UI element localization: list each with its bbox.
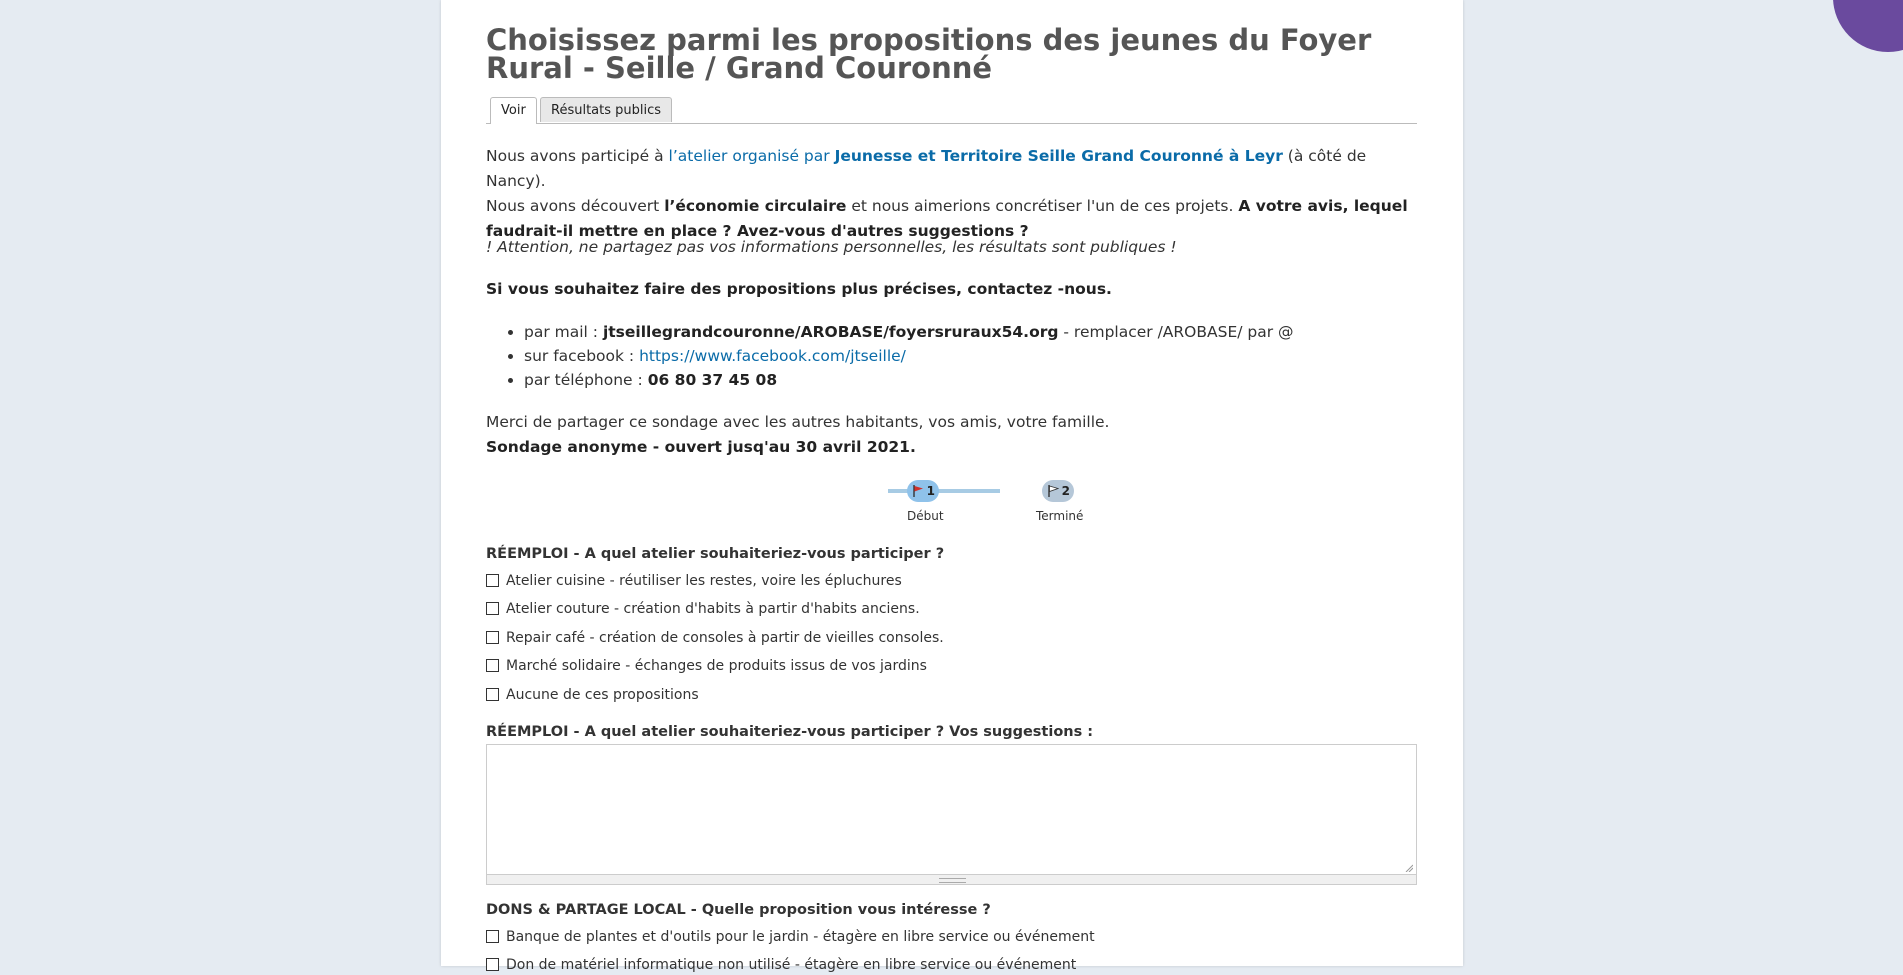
question-2-title: DONS & PARTAGE LOCAL - Quelle proposition vous intéresse ? [486,902,991,918]
flag-icon [913,485,924,497]
intro-text-post: (à côté de Nancy). [486,147,1367,190]
progress-bar [486,478,1417,528]
page-title: Choisissez parmi les propositions des jeunes du Foyer Rural - Seille / Grand Couronné [486,23,1372,85]
atelier-link-bold: Jeunesse et Territoire Seille Grand Couronné à Leyr [834,147,1283,165]
option-label: Atelier cuisine - réutiliser les restes, voire les épluchures [506,573,902,589]
step-2-label: Terminé [1036,509,1084,523]
contact-heading: Si vous souhaitez faire des propositions plus précises, contactez -nous. [486,280,1112,298]
option-aucune[interactable] [486,685,699,705]
intro-line2: Nous avons découvert [486,197,665,215]
anon-text: Sondage anonyme - ouvert jusq'au 30 avril 2021. [486,438,916,456]
economie-circulaire-text: l’économie circulaire [664,197,847,215]
option-repair-cafe[interactable] [486,628,944,648]
checkbox[interactable] [486,958,499,971]
resize-handle-icon[interactable] [1405,864,1413,872]
question-1-suggestions-title: RÉEMPLOI - A quel atelier souhaiteriez-vous participer ? Vos suggestions : [486,724,1094,740]
mail-note: - remplacer /AROBASE/ par @ [1058,323,1294,341]
textarea-grip[interactable] [486,875,1417,885]
mail-value: jtseillegrandcouronne/AROBASE/foyersruraux54.org [602,323,1059,341]
step-1-label: Début [907,509,944,523]
option-marche-solidaire[interactable] [486,656,927,676]
menu-button[interactable] [1833,0,1903,52]
intro-line2-mid: et nous aimerions concrétiser l'un de ces projets. [846,197,1239,215]
option-label: Aucune de ces propositions [506,687,699,703]
tab-bar [486,97,1417,124]
phone-value: 06 80 37 45 08 [647,371,778,389]
checkbox[interactable] [486,659,499,672]
warning-text: ! Attention, ne partagez pas vos informations personnelles, les résultats sont publiques ! [486,238,1177,256]
option-atelier-couture[interactable] [486,599,920,619]
facebook-link[interactable]: https://www.facebook.com/jtseille/ [639,347,906,365]
step-2-number: 2 [1061,484,1070,498]
checkbox[interactable] [486,602,499,615]
flag-outline-icon [1048,485,1059,497]
step-1-number: 1 [926,484,935,498]
contact-list [504,320,1294,392]
mail-label: par mail : [524,323,603,341]
phone-label: par téléphone : [524,371,648,389]
page-container [441,0,1463,973]
option-label: Banque de plantes et d'outils pour le jardin - étagère en libre service ou événement [506,929,1095,945]
tab-voir[interactable]: Voir [490,97,537,124]
tab-resultats-publics[interactable]: Résultats publics [540,97,672,122]
checkbox[interactable] [486,688,499,701]
option-label: Marché solidaire - échanges de produits issus de vos jardins [506,658,927,674]
option-atelier-cuisine[interactable] [486,571,902,591]
option-label: Atelier couture - création d'habits à partir d'habits anciens. [506,601,920,617]
progress-step-2 [1042,480,1074,502]
checkbox[interactable] [486,930,499,943]
intro-paragraph [486,144,1417,244]
share-text: Merci de partager ce sondage avec les autres habitants, vos amis, votre famille. [486,413,1110,431]
question-1-title: RÉEMPLOI - A quel atelier souhaiteriez-vous participer ? [486,546,945,562]
contact-mail [524,320,1294,344]
progress-step-1 [907,480,939,502]
option-banque-plantes[interactable] [486,927,1095,947]
suggestions-textarea[interactable] [486,744,1417,875]
suggestions-textarea-wrapper [486,744,1417,885]
progress-line [888,489,1000,493]
atelier-link-text: l’atelier organisé par [668,147,835,165]
intro-text: Nous avons participé à [486,147,669,165]
checkbox[interactable] [486,631,499,644]
question-prompt-text: A votre avis, lequel faudrait-il mettre en place ? Avez-vous d'autres suggestions ? [486,197,1408,240]
contact-phone [524,368,1294,392]
option-label: Repair café - création de consoles à partir de vieilles consoles. [506,630,944,646]
option-label: Don de matériel informatique non utilisé - étagère en libre service ou événement [506,957,1077,973]
atelier-link[interactable] [669,147,1283,165]
option-don-materiel[interactable] [486,955,1076,975]
contact-facebook [524,344,1294,368]
checkbox[interactable] [486,574,499,587]
facebook-label: sur facebook : [524,347,640,365]
